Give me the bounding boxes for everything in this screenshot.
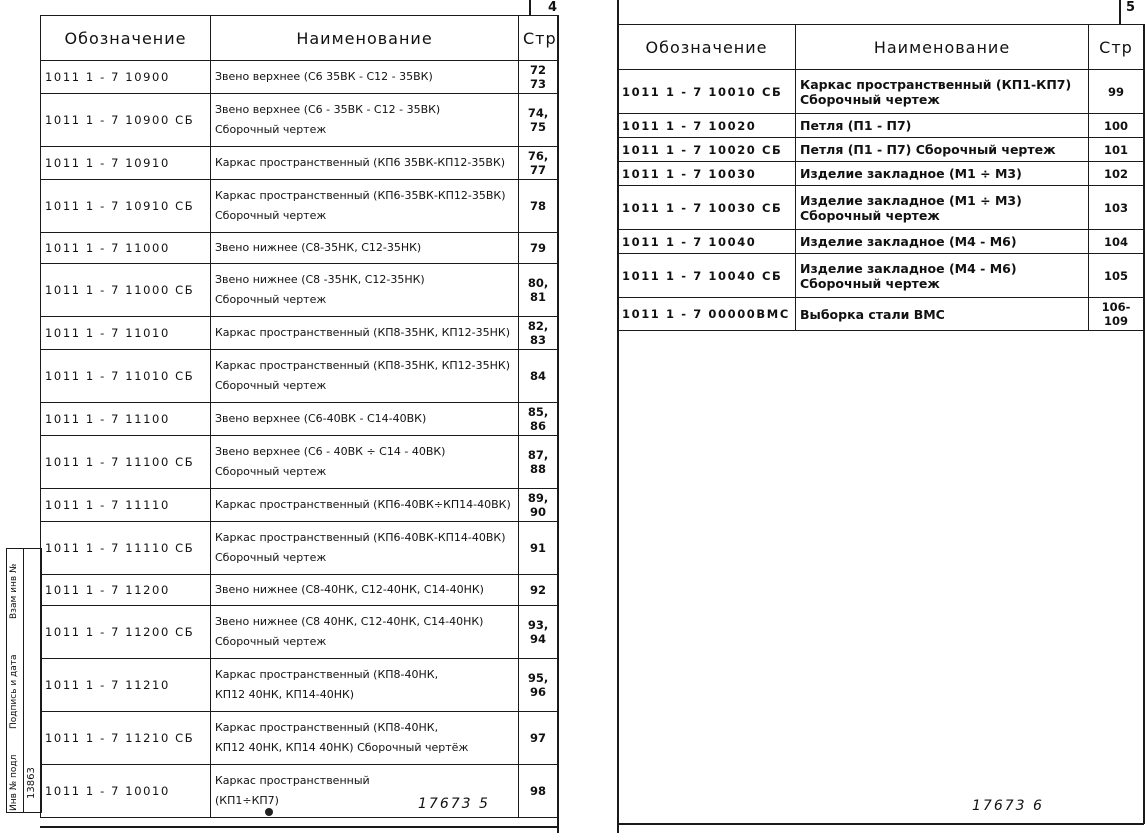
row-name	[211, 233, 519, 264]
row-page: 99	[1089, 70, 1144, 114]
row-name-line: Выборка стали ВМС	[800, 306, 945, 322]
row-designation: 1011 1 - 7 11000	[41, 233, 211, 264]
table-row	[618, 230, 1144, 254]
page-corner-number: 5	[1126, 0, 1136, 15]
table-row	[41, 233, 558, 264]
row-name	[211, 180, 519, 233]
row-name	[211, 489, 519, 522]
header-page: Стр	[519, 16, 558, 61]
row-designation: 1011 1 - 7 10020	[618, 114, 796, 138]
row-page: 103	[1089, 186, 1144, 230]
header-page: Стр	[1089, 25, 1144, 70]
row-page: 85, 86	[519, 403, 558, 436]
table-row	[41, 522, 558, 575]
row-name-line: Каркас пространственный (КП8-35НК, КП12-35НК)	[215, 326, 510, 339]
row-page: 79	[519, 233, 558, 264]
row-name	[211, 264, 519, 317]
row-name-line: Петля (П1 - П7) Сборочный чертеж	[800, 142, 1056, 157]
row-designation: 1011 1 - 7 11210 СБ	[41, 712, 211, 765]
row-name-line: Сборочный чертеж	[215, 635, 327, 648]
table-row	[618, 254, 1144, 298]
table-row	[618, 186, 1144, 230]
row-page: 74, 75	[519, 94, 558, 147]
row-name	[796, 298, 1089, 331]
row-name-line: Изделие закладное (М1 ÷ М3)	[800, 166, 1022, 181]
row-designation: 1011 1 - 7 11010	[41, 317, 211, 350]
row-page: 89, 90	[519, 489, 558, 522]
row-designation: 1011 1 - 7 11200 СБ	[41, 606, 211, 659]
right-page	[590, 0, 1148, 839]
row-name-line: Каркас пространственный (КП1-КП7)	[800, 76, 1072, 92]
header-designation: Обозначение	[41, 16, 211, 61]
left-page	[0, 0, 572, 839]
row-name-line: Изделие закладное (М4 - М6)	[800, 234, 1017, 249]
row-name	[796, 186, 1089, 230]
row-name	[211, 147, 519, 180]
row-name-line: Звено верхнее (С6-40ВК - С14-40ВК)	[215, 412, 427, 425]
row-designation: 1011 1 - 7 11210	[41, 659, 211, 712]
row-name	[211, 659, 519, 712]
table-body	[618, 70, 1144, 331]
header-name: Наименование	[796, 25, 1089, 70]
table-row	[41, 489, 558, 522]
row-name-line: Звено верхнее (С6 - 35ВК - С12 - 35ВК)	[215, 103, 441, 116]
row-page: 84	[519, 350, 558, 403]
row-designation: 1011 1 - 7 10020 СБ	[618, 138, 796, 162]
stamp-number: 13863	[26, 767, 37, 799]
table-row	[41, 606, 558, 659]
row-page: 105	[1089, 254, 1144, 298]
ink-dot	[265, 808, 273, 816]
row-page: 72 73	[519, 61, 558, 94]
row-designation: 1011 1 - 7 10040 СБ	[618, 254, 796, 298]
page-corner-number: 4	[548, 0, 558, 15]
row-name	[211, 61, 519, 94]
row-name-line: Изделие закладное (М4 - М6)	[800, 260, 1017, 276]
frame-line	[617, 823, 1144, 825]
row-name	[211, 350, 519, 403]
row-name	[211, 712, 519, 765]
row-name-line: Петля (П1 - П7)	[800, 118, 912, 133]
row-name-line: Звено нижнее (С8-40НК, С12-40НК, С14-40НК)	[215, 583, 484, 596]
row-name-line: Звено верхнее (С6 - 40ВК ÷ С14 - 40ВК)	[215, 445, 446, 458]
stamp-podpis: Подпись и дата	[9, 654, 19, 729]
table-row	[41, 264, 558, 317]
frame-line	[1119, 0, 1121, 24]
row-name	[796, 254, 1089, 298]
row-designation: 1011 1 - 7 10910	[41, 147, 211, 180]
row-designation: 1011 1 - 7 11100 СБ	[41, 436, 211, 489]
row-designation: 1011 1 - 7 11110	[41, 489, 211, 522]
row-designation: 1011 1 - 7 10010 СБ	[618, 70, 796, 114]
table-row	[41, 317, 558, 350]
row-name-line: Сборочный чертеж	[215, 123, 327, 136]
row-designation: 1011 1 - 7 10900 СБ	[41, 94, 211, 147]
row-name-line: Звено нижнее (С8 40НК, С12-40НК, С14-40НК)	[215, 615, 484, 628]
row-name-line: Сборочный чертеж	[215, 379, 327, 392]
row-designation: 1011 1 - 7 10900	[41, 61, 211, 94]
row-name-line: Каркас пространственный (КП6 35ВК-КП12-35ВК)	[215, 156, 506, 169]
row-designation: 1011 1 - 7 10030	[618, 162, 796, 186]
table-row	[618, 162, 1144, 186]
row-designation: 1011 1 - 7 10040	[618, 230, 796, 254]
row-name	[211, 436, 519, 489]
table-row	[41, 147, 558, 180]
table-row	[41, 403, 558, 436]
table-row	[41, 180, 558, 233]
row-page: 78	[519, 180, 558, 233]
row-designation: 1011 1 - 7 11000 СБ	[41, 264, 211, 317]
table-row	[618, 298, 1144, 331]
row-page: 92	[519, 575, 558, 606]
contents-table-right	[617, 24, 1144, 331]
row-name	[211, 606, 519, 659]
row-name	[211, 403, 519, 436]
row-designation: 1011 1 - 7 10010	[41, 765, 211, 818]
row-name	[211, 575, 519, 606]
side-stamp	[6, 548, 42, 813]
row-designation: 1011 1 - 7 11200	[41, 575, 211, 606]
row-name-line: КП12 40НК, КП14-40НК)	[215, 688, 355, 701]
row-page: 82, 83	[519, 317, 558, 350]
row-name-line: Звено нижнее (С8 -35НК, С12-35НК)	[215, 273, 425, 286]
table-header-row	[618, 25, 1144, 70]
row-page: 101	[1089, 138, 1144, 162]
row-name-line: (КП1÷КП7)	[215, 794, 279, 807]
row-name	[211, 94, 519, 147]
row-designation: 1011 1 - 7 11100	[41, 403, 211, 436]
table-row	[41, 61, 558, 94]
table-row	[41, 94, 558, 147]
row-name-line: Сборочный чертеж	[800, 91, 940, 107]
table-row	[41, 575, 558, 606]
row-designation: 1011 1 - 7 00000ВМС	[618, 298, 796, 331]
row-name-line: Каркас пространственный	[215, 774, 370, 787]
row-designation: 1011 1 - 7 10030 СБ	[618, 186, 796, 230]
row-designation: 1011 1 - 7 10910 СБ	[41, 180, 211, 233]
row-name-line: Сборочный чертеж	[215, 293, 327, 306]
row-name	[211, 522, 519, 575]
row-page: 80, 81	[519, 264, 558, 317]
row-name-line: Каркас пространственный (КП8-35НК, КП12-35НК)	[215, 359, 510, 372]
table-row	[41, 659, 558, 712]
stamp-vzam: Взам инв №	[9, 563, 19, 619]
row-page: 76, 77	[519, 147, 558, 180]
row-page: 93, 94	[519, 606, 558, 659]
sheet-footer-number: 17673 6	[972, 798, 1044, 814]
table-row	[41, 436, 558, 489]
row-page: 98	[519, 765, 558, 818]
frame-line	[529, 0, 531, 15]
row-name-line: Сборочный чертеж	[215, 551, 327, 564]
header-name: Наименование	[211, 16, 519, 61]
row-name-line: Звено верхнее (С6 35ВК - С12 - 35ВК)	[215, 70, 433, 83]
table-row	[618, 114, 1144, 138]
row-name-line: Сборочный чертеж	[215, 465, 327, 478]
row-name-line: Сборочный чертеж	[800, 275, 940, 291]
row-page: 97	[519, 712, 558, 765]
row-name-line: Сборочный чертеж	[215, 209, 327, 222]
row-name-line: Звено нижнее (С8-35НК, С12-35НК)	[215, 241, 422, 254]
row-page: 95, 96	[519, 659, 558, 712]
row-page: 87, 88	[519, 436, 558, 489]
row-page: 91	[519, 522, 558, 575]
row-name-line: Сборочный чертеж	[800, 207, 940, 223]
header-designation: Обозначение	[618, 25, 796, 70]
row-designation: 1011 1 - 7 11010 СБ	[41, 350, 211, 403]
row-name-line: Каркас пространственный (КП6-40ВК-КП14-40ВК)	[215, 531, 506, 544]
row-name	[211, 317, 519, 350]
table-row	[41, 350, 558, 403]
table-row	[618, 138, 1144, 162]
row-name-line: КП12 40НК, КП14 40НК) Сборочный чертёж	[215, 741, 469, 754]
row-name-line: Каркас пространственный (КП8-40НК,	[215, 721, 439, 734]
contents-table-left	[40, 15, 558, 818]
row-name-line: Каркас пространственный (КП8-40НК,	[215, 668, 439, 681]
row-page: 104	[1089, 230, 1144, 254]
stamp-inv-podl: Инв № подл	[9, 754, 19, 811]
sheet-footer-number: 17673 5	[418, 796, 490, 812]
row-designation: 1011 1 - 7 11110 СБ	[41, 522, 211, 575]
row-page: 106-109	[1089, 298, 1144, 331]
table-row	[618, 70, 1144, 114]
row-page: 102	[1089, 162, 1144, 186]
row-page: 100	[1089, 114, 1144, 138]
row-name-line: Каркас пространственный (КП6-35ВК-КП12-35ВК)	[215, 189, 506, 202]
row-name	[796, 114, 1089, 138]
row-name-line: Изделие закладное (М1 ÷ М3)	[800, 192, 1022, 208]
row-name-line: Каркас пространственный (КП6-40ВК÷КП14-40ВК)	[215, 498, 511, 511]
row-name	[796, 162, 1089, 186]
row-name	[796, 70, 1089, 114]
row-name	[796, 230, 1089, 254]
table-body	[41, 61, 558, 818]
table-header-row	[41, 16, 558, 61]
table-row	[41, 712, 558, 765]
row-name	[796, 138, 1089, 162]
frame-line	[40, 826, 557, 828]
